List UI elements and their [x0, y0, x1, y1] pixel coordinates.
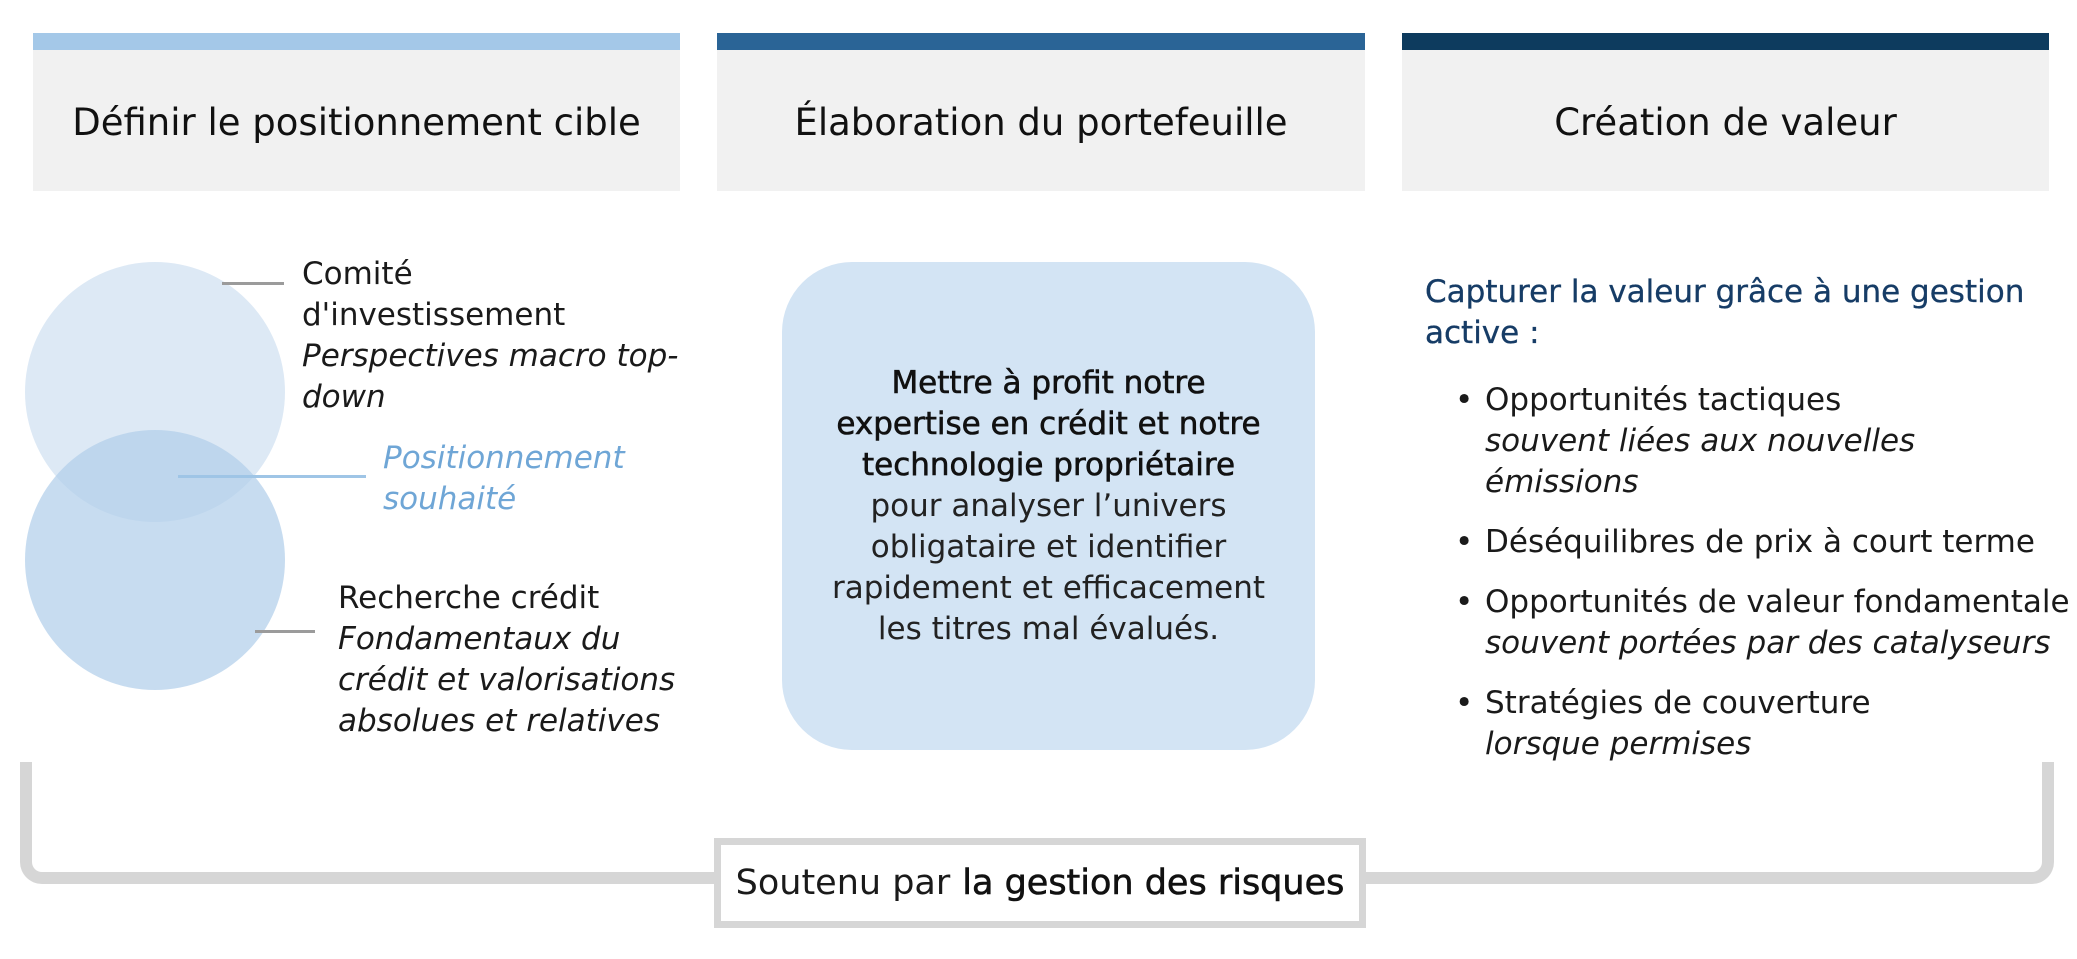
column-header-portfolio [717, 33, 1365, 191]
risk-prefix: Soutenu par [735, 863, 951, 903]
bullet-main: Opportunités de valeur fondamentale [1485, 584, 2070, 620]
investment-committee-label [302, 254, 682, 418]
column-title: Création de valeur [1554, 101, 1897, 144]
portfolio-body-text: pour analyser l’univers obligataire et identifier rapidement et efficacement les titres mal évalués. [831, 487, 1266, 647]
credit-research-title: Recherche crédit [338, 580, 600, 616]
column-header-positioning [33, 33, 680, 191]
column-title: Élaboration du portefeuille [794, 101, 1288, 144]
target-positioning-text: Positionnement souhaité [383, 440, 625, 517]
portfolio-construction-box [782, 262, 1315, 750]
bullet-icon: • [1455, 524, 1474, 560]
list-item [1455, 683, 2075, 765]
connector-line-positioning [178, 475, 366, 478]
target-positioning-label [383, 438, 683, 520]
column-header-value-creation [1402, 33, 2049, 191]
column-accent-bar [33, 33, 680, 50]
risk-management-box [714, 838, 1366, 928]
investment-committee-subtitle: Perspectives macro top-down [302, 338, 679, 415]
value-creation-heading: Capturer la valeur grâce à une gestion active : [1425, 274, 2025, 351]
bullet-main: Déséquilibres de prix à court terme [1485, 524, 2035, 560]
column-accent-bar [1402, 33, 2049, 50]
bullet-sub: souvent portées par des catalyseurs [1485, 625, 2051, 661]
portfolio-bold-text: Mettre à profit notre expertise en crédit et notre technologie propriétaire [836, 364, 1261, 483]
bullet-sub: souvent liées aux nouvelles émissions [1485, 423, 1916, 500]
bullet-main: Opportunités tactiques [1485, 382, 1842, 418]
investment-committee-title: Comité d'investissement [302, 256, 566, 333]
risk-bold-text: la gestion des risques [962, 863, 1345, 903]
bullet-main: Stratégies de couverture [1485, 685, 1871, 721]
list-item [1455, 582, 2075, 664]
bullet-sub: lorsque permises [1485, 726, 1752, 762]
credit-research-label [338, 578, 683, 742]
column-title: Définir le positionnement cible [72, 101, 641, 144]
list-item [1455, 522, 2075, 563]
credit-research-subtitle: Fondamentaux du crédit et valorisations absolues et relatives [338, 621, 676, 739]
bullet-icon: • [1455, 382, 1474, 418]
connector-line-top [222, 282, 284, 285]
column-accent-bar [717, 33, 1365, 50]
bullet-icon: • [1455, 584, 1474, 620]
bullet-icon: • [1455, 685, 1474, 721]
value-creation-list [1455, 380, 2075, 784]
credit-research-circle [25, 430, 285, 690]
connector-line-bottom [255, 630, 315, 633]
list-item [1455, 380, 2075, 503]
